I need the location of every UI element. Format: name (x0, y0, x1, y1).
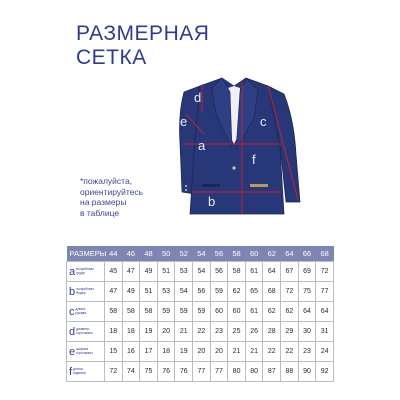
size-value-cell: 45 (105, 262, 123, 282)
size-value-cell: 77 (210, 362, 228, 382)
size-value-cell: 25 (228, 322, 246, 342)
size-table-container (66, 246, 334, 382)
size-value-cell: 53 (175, 262, 193, 282)
page-title (76, 22, 209, 70)
size-value-cell: 20 (157, 322, 175, 342)
size-value-cell: 29 (281, 322, 299, 342)
size-header-cell: 68 (316, 246, 334, 262)
size-header-cell: 64 (281, 246, 299, 262)
measurement-label (67, 322, 105, 342)
size-value-cell: 60 (210, 302, 228, 322)
size-value-cell: 17 (140, 342, 158, 362)
measurement-label (67, 342, 105, 362)
size-value-cell: 88 (281, 362, 299, 382)
jacket-right-pocket (250, 184, 268, 187)
measurement-label (67, 362, 105, 382)
size-value-cell: 56 (193, 282, 211, 302)
size-value-cell: 58 (140, 302, 158, 322)
size-value-cell: 80 (245, 362, 263, 382)
size-value-cell: 54 (193, 262, 211, 282)
jacket-label-e: e (180, 114, 188, 129)
measurement-letter: b (69, 285, 76, 298)
size-value-cell: 51 (157, 262, 175, 282)
size-value-cell: 21 (228, 342, 246, 362)
note-line-3: на размеры (80, 197, 127, 207)
measurement-description: полуобхват груди (76, 266, 94, 275)
size-value-cell: 75 (140, 362, 158, 382)
size-value-cell: 72 (105, 362, 123, 382)
size-value-cell: 58 (105, 302, 123, 322)
size-value-cell: 62 (263, 302, 281, 322)
size-table (66, 246, 334, 382)
size-value-cell: 28 (263, 322, 281, 342)
size-value-cell: 22 (193, 322, 211, 342)
size-value-cell: 59 (157, 302, 175, 322)
title-line-2: СЕТКА (76, 46, 147, 69)
size-value-cell: 67 (281, 262, 299, 282)
table-row (67, 362, 334, 382)
size-value-cell: 59 (193, 302, 211, 322)
size-value-cell: 54 (175, 282, 193, 302)
measurement-label (67, 282, 105, 302)
size-value-cell: 65 (245, 282, 263, 302)
title-line-1: РАЗМЕРНАЯ (76, 22, 210, 45)
table-row (67, 262, 334, 282)
size-value-cell: 47 (122, 262, 140, 282)
size-value-cell: 59 (175, 302, 193, 322)
jacket-label-f: f (252, 152, 256, 167)
measurement-description: длина рукава (75, 306, 87, 315)
measurement-description: диаметр горловины (76, 326, 93, 335)
sleeve-button (185, 189, 187, 191)
measurement-letter: e (69, 345, 76, 358)
size-header-cell: 60 (245, 246, 263, 262)
size-value-cell: 16 (122, 342, 140, 362)
size-header-cell: 56 (210, 246, 228, 262)
size-value-cell: 61 (245, 302, 263, 322)
size-value-cell: 59 (210, 282, 228, 302)
jacket-label-b: b (208, 194, 216, 209)
size-value-cell: 26 (245, 322, 263, 342)
size-value-cell: 21 (245, 342, 263, 362)
measurement-label (67, 262, 105, 282)
table-row (67, 322, 334, 342)
size-value-cell: 22 (281, 342, 299, 362)
size-value-cell: 61 (245, 262, 263, 282)
size-value-cell: 31 (316, 322, 334, 342)
size-header-cell: 50 (157, 246, 175, 262)
size-value-cell: 90 (298, 362, 316, 382)
measurement-letter: a (69, 265, 76, 278)
size-value-cell: 76 (175, 362, 193, 382)
size-value-cell: 15 (105, 342, 123, 362)
size-value-cell: 68 (263, 282, 281, 302)
measurement-description: длина изделия (73, 366, 86, 375)
jacket-label-a: a (198, 138, 206, 153)
size-value-cell: 18 (157, 342, 175, 362)
note-line-4: в таблице (80, 207, 120, 218)
jacket-button (232, 166, 235, 169)
size-header-cell: 66 (298, 246, 316, 262)
size-value-cell: 64 (298, 302, 316, 322)
size-header-cell: 44 (105, 246, 123, 262)
size-value-cell: 60 (228, 302, 246, 322)
size-value-cell: 18 (122, 322, 140, 342)
size-value-cell: 80 (228, 362, 246, 382)
size-value-cell: 72 (281, 282, 299, 302)
jacket-label-d: d (194, 90, 202, 105)
note-line-1: *пожалуйста, (80, 176, 133, 186)
size-value-cell: 62 (281, 302, 299, 322)
size-value-cell: 69 (298, 262, 316, 282)
size-value-cell: 56 (210, 262, 228, 282)
size-value-cell: 62 (228, 282, 246, 302)
measurement-letter: d (69, 325, 76, 338)
size-value-cell: 75 (298, 282, 316, 302)
size-value-cell: 49 (140, 262, 158, 282)
table-row (67, 342, 334, 362)
size-header-cell: 46 (122, 246, 140, 262)
table-row (67, 302, 334, 322)
jacket-illustration (172, 74, 312, 224)
size-value-cell: 77 (316, 282, 334, 302)
note-line-2: ориентируйтесь (80, 186, 144, 197)
size-value-cell: 23 (298, 342, 316, 362)
size-value-cell: 18 (105, 322, 123, 342)
size-value-cell: 92 (316, 362, 334, 382)
size-value-cell: 64 (263, 262, 281, 282)
size-value-cell: 72 (316, 262, 334, 282)
size-value-cell: 74 (122, 362, 140, 382)
jacket-left-pocket (202, 184, 220, 187)
size-value-cell: 77 (193, 362, 211, 382)
measurement-letter: c (69, 305, 75, 318)
size-value-cell: 53 (157, 282, 175, 302)
measurement-description: полуобхват бедер (76, 286, 94, 295)
size-value-cell: 20 (193, 342, 211, 362)
size-value-cell: 76 (157, 362, 175, 382)
size-value-cell: 19 (140, 322, 158, 342)
size-value-cell: 19 (175, 342, 193, 362)
measurement-label (67, 302, 105, 322)
size-header-cell: 48 (140, 246, 158, 262)
size-header-cell: 58 (228, 246, 246, 262)
size-value-cell: 21 (175, 322, 193, 342)
size-value-cell: 58 (122, 302, 140, 322)
table-row (67, 282, 334, 302)
size-header-cell: 62 (263, 246, 281, 262)
size-header-cell: 54 (193, 246, 211, 262)
measurement-description: ширина горловины (76, 346, 93, 355)
measurement-letter: f (69, 365, 73, 378)
size-value-cell: 30 (298, 322, 316, 342)
size-value-cell: 47 (105, 282, 123, 302)
size-value-cell: 49 (122, 282, 140, 302)
size-header-row (67, 246, 334, 262)
size-value-cell: 58 (228, 262, 246, 282)
size-value-cell: 24 (316, 342, 334, 362)
size-value-cell: 87 (263, 362, 281, 382)
size-value-cell: 22 (263, 342, 281, 362)
size-value-cell: 51 (140, 282, 158, 302)
jacket-label-c: c (260, 114, 267, 129)
size-value-cell: 23 (210, 322, 228, 342)
size-value-cell: 20 (210, 342, 228, 362)
size-header-cell: 52 (175, 246, 193, 262)
header-label: РАЗМЕРЫ (67, 246, 105, 262)
sleeve-button (185, 185, 187, 187)
size-value-cell: 64 (316, 302, 334, 322)
